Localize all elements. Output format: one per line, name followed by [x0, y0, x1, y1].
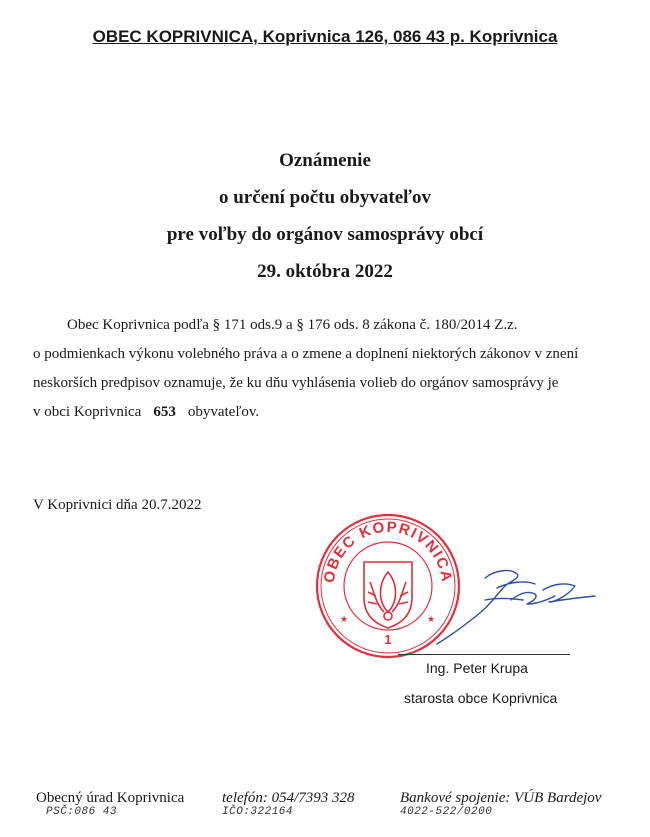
announcement-body: [33, 311, 633, 427]
coat-of-arms-icon: [364, 562, 412, 628]
title-line-4-election-date: 29. októbra 2022: [257, 261, 393, 282]
body-line-1: Obec Koprivnica podľa § 171 ods.9 a § 176 ods. 8 zákona č. 180/2014 Z.z.: [67, 317, 518, 333]
stamp-number: 1: [384, 632, 392, 647]
handwritten-signature: [425, 560, 600, 650]
stamp-arc-text: OBEC KOPRIVNICA: [320, 518, 456, 585]
date-line: V Koprivnici dňa 20.7.2022: [33, 497, 202, 513]
signature-line: [398, 654, 570, 655]
footer-bank: [400, 790, 601, 819]
body-line-2: o podmienkach výkonu volebného práva a o zmene a doplnení niektorých zákonov v znení: [33, 346, 579, 362]
announcement-title: [0, 142, 650, 290]
footer-phone: telefón: 054/7393 328: [222, 790, 355, 806]
title-line-1: Oznámenie: [279, 150, 371, 171]
body-line-4: [33, 398, 633, 427]
footer-office-name: Obecný úrad Koprivnica: [36, 790, 185, 806]
footer-bank-name: Bankové spojenie: VÚB Bardejov: [400, 790, 602, 806]
footer-account-number: 4022-522/0200: [400, 806, 493, 818]
footer-contact: [222, 790, 354, 819]
population-count: 653: [153, 404, 176, 420]
footer-postal-code: PSČ:086 43: [46, 806, 118, 818]
footer-office: [36, 790, 184, 819]
footer-ico: IČO:322164: [222, 806, 294, 818]
body-line-3: neskorších predpisov oznamuje, že ku dňu vyhlásenia volieb do orgánov samosprávy je: [33, 375, 559, 391]
body-line-4-prefix: v obci Koprivnica: [33, 404, 142, 420]
title-line-3: pre voľby do orgánov samosprávy obcí: [166, 224, 484, 245]
svg-text:★: ★: [340, 614, 349, 624]
body-line-4-suffix: obyvateľov.: [187, 404, 260, 420]
municipality-header: OBEC KOPRIVNICA, Koprivnica 126, 086 43 p. Koprivnica: [92, 27, 558, 46]
signer-role: starosta obce Koprivnica: [404, 690, 558, 706]
svg-text:★: ★: [427, 614, 436, 624]
signer-name: Ing. Peter Krupa: [426, 660, 528, 676]
title-line-2: o určení počtu obyvateľov: [218, 187, 432, 208]
